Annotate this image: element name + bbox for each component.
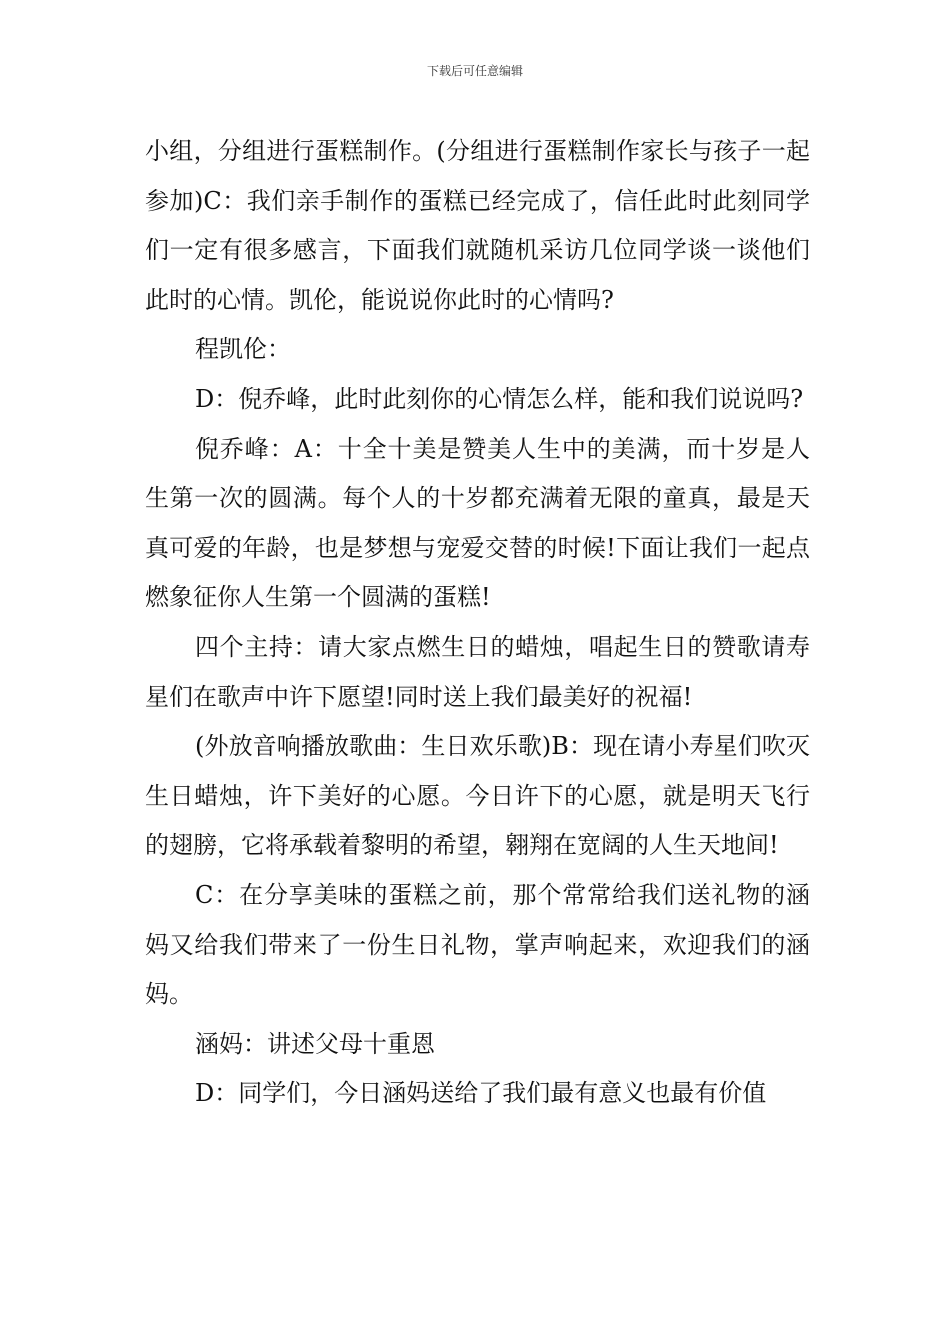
- paragraph-1: 小组，分组进行蛋糕制作。(分组进行蛋糕制作家长与孩子一起参加)C：我们亲手制作的蛋糕已经完成了，信任此时此刻同学们一定有很多感言，下面我们就随机采访几位同学谈一谈他们此时的心情。凯伦，能说说你此时的心情吗?: [145, 137, 810, 314]
- document-body: [145, 127, 810, 1119]
- paragraph-6: (外放音响播放歌曲：生日欢乐歌)B：现在请小寿星们吹灭生日蜡烛，许下美好的心愿。今日许下的心愿，就是明天飞行的翅膀，它将承载着黎明的希望，翱翔在宽阔的人生天地间!: [145, 732, 810, 860]
- page-header-note: 下载后可任意编辑: [426, 64, 523, 78]
- paragraph-8: 涵妈：讲述父母十重恩: [195, 1029, 435, 1058]
- paragraph-9: D：同学们，今日涵妈送给了我们最有意义也最有价值: [195, 1079, 767, 1108]
- paragraph-3: D：倪乔峰，此时此刻你的心情怎么样，能和我们说说吗?: [195, 384, 804, 413]
- paragraph-7: C：在分享美味的蛋糕之前，那个常常给我们送礼物的涵妈又给我们带来了一份生日礼物，掌声响起来，欢迎我们的涵妈。: [145, 880, 810, 1009]
- paragraph-4: 倪乔峰：A：十全十美是赞美人生中的美满，而十岁是人生第一次的圆满。每个人的十岁都充满着无限的童真，最是天真可爱的年龄，也是梦想与宠爱交替的时候!下面让我们一起点燃象征你人生第一个圆满的蛋糕!: [145, 434, 810, 612]
- paragraph-5: 四个主持：请大家点燃生日的蜡烛，唱起生日的赞歌请寿星们在歌声中许下愿望!同时送上我们最美好的祝福!: [145, 632, 810, 711]
- paragraph-2: 程凯伦：: [195, 335, 291, 364]
